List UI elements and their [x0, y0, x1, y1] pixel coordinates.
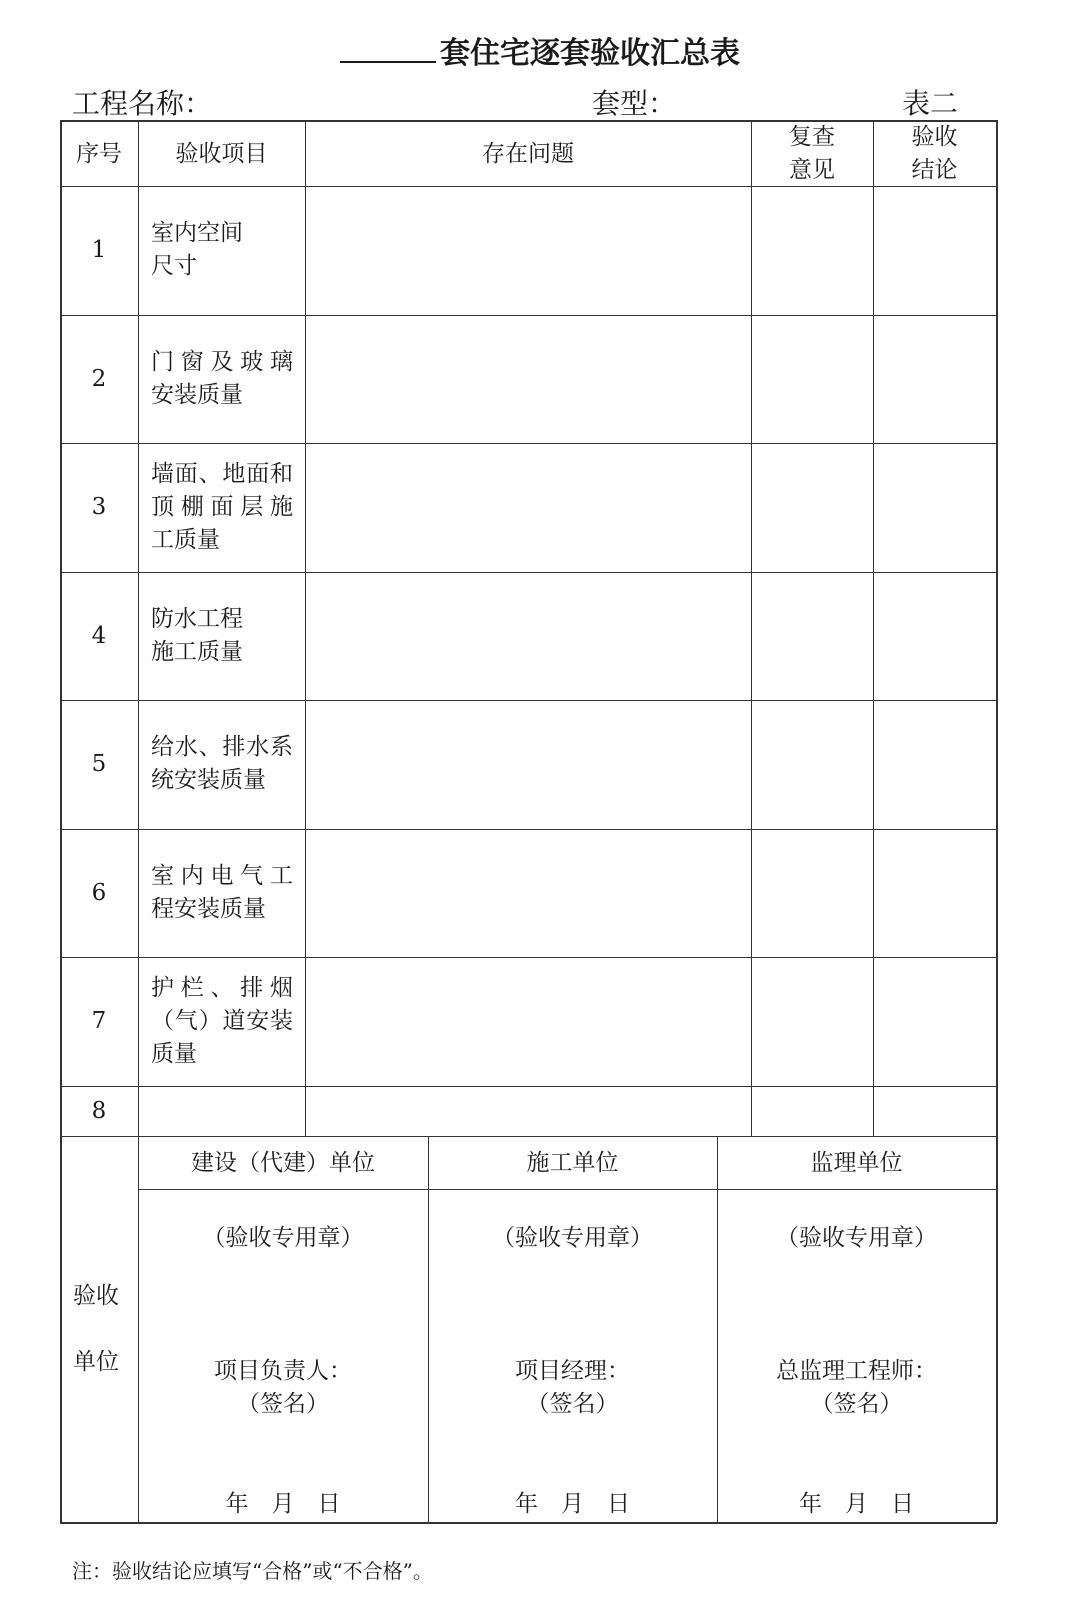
conclusion-cell[interactable] — [875, 317, 994, 442]
row-number: 7 — [91, 1008, 107, 1035]
review-cell[interactable] — [753, 1088, 871, 1135]
row-item-line: 室内电气工 — [151, 862, 293, 889]
header-review-1: 复查 — [789, 124, 835, 150]
table-border-left — [60, 120, 62, 1522]
issue-cell[interactable] — [307, 702, 749, 827]
acceptance-label-2: 单位 — [73, 1349, 119, 1375]
column-line — [428, 1136, 429, 1522]
project-name-label: 工程名称： — [72, 87, 213, 120]
seal-label: （验收专用章） — [202, 1225, 364, 1251]
seal-label: （验收专用章） — [492, 1225, 653, 1251]
unit-name: 建设（代建）单位 — [191, 1150, 375, 1176]
column-line — [873, 120, 874, 1136]
review-cell[interactable] — [753, 188, 871, 313]
row-item-line: 尺寸 — [151, 253, 197, 280]
review-cell[interactable] — [753, 574, 871, 699]
row-number: 6 — [91, 879, 107, 906]
row-line — [60, 1136, 996, 1137]
issue-cell[interactable] — [307, 1088, 749, 1135]
conclusion-cell[interactable] — [875, 1088, 994, 1135]
table-border-bottom — [60, 1522, 997, 1524]
row-item-line: （气）道安装 — [151, 1007, 293, 1034]
review-cell[interactable] — [753, 702, 871, 827]
issue-cell[interactable] — [307, 831, 749, 956]
signature-label[interactable]: （签名） — [526, 1391, 619, 1417]
signer-title: 项目经理： — [515, 1358, 630, 1384]
row-item-line: 程安装质量 — [151, 895, 266, 922]
row-item-line: 门窗及玻璃 — [151, 348, 293, 375]
issue-cell[interactable] — [307, 188, 749, 313]
row-item-line: 护栏、排烟 — [151, 974, 293, 1001]
conclusion-cell[interactable] — [875, 831, 994, 956]
row-line — [60, 315, 996, 316]
review-cell[interactable] — [753, 959, 871, 1084]
unit-name: 施工单位 — [526, 1150, 619, 1176]
unit-type-label: 套型： — [592, 87, 677, 120]
conclusion-cell[interactable] — [875, 702, 994, 827]
conclusion-cell[interactable] — [875, 445, 994, 570]
signature-label[interactable]: （签名） — [810, 1391, 903, 1417]
conclusion-cell[interactable] — [875, 574, 994, 699]
row-item-line: 室内空间 — [151, 220, 243, 247]
column-line — [138, 1136, 139, 1522]
seal-label: （验收专用章） — [776, 1225, 937, 1251]
title-text: 套住宅逐套验收汇总表 — [440, 36, 740, 71]
row-number: 4 — [91, 622, 107, 649]
column-line — [717, 1136, 718, 1522]
unit-name: 监理单位 — [810, 1150, 903, 1176]
row-line — [60, 572, 996, 573]
row-number: 8 — [91, 1097, 107, 1124]
header-conclusion-1: 验收 — [911, 124, 958, 150]
row-number: 3 — [91, 494, 107, 521]
row-number: 5 — [91, 751, 107, 778]
row-line — [138, 1189, 996, 1190]
row-item-line: 工质量 — [151, 526, 220, 553]
review-cell[interactable] — [753, 831, 871, 956]
header-item: 验收项目 — [175, 141, 268, 167]
row-item-line: 墙面、地面和 — [151, 460, 293, 487]
signer-title: 项目负责人： — [214, 1358, 352, 1384]
review-cell[interactable] — [753, 445, 871, 570]
table-border-right — [996, 120, 998, 1522]
row-line — [60, 829, 996, 830]
table-number: 表二 — [902, 87, 959, 120]
date-label[interactable]: 年 月 日 — [515, 1491, 630, 1517]
footnote: 注：验收结论应填写“合格”或“不合格”。 — [72, 1559, 433, 1583]
header-no: 序号 — [76, 141, 122, 167]
row-item-line: 顶棚面层施 — [151, 493, 293, 520]
header-conclusion-2: 结论 — [911, 157, 958, 183]
row-item-line: 统安装质量 — [151, 767, 266, 794]
row-line — [60, 1086, 996, 1087]
row-item-line: 质量 — [151, 1040, 197, 1067]
signature-label[interactable]: （签名） — [237, 1391, 329, 1417]
issue-cell[interactable] — [307, 574, 749, 699]
row-item-line: 施工质量 — [151, 638, 243, 665]
row-line — [60, 700, 996, 701]
date-label[interactable]: 年 月 日 — [225, 1491, 341, 1517]
signer-title: 总监理工程师： — [776, 1358, 937, 1384]
header-review-2: 意见 — [789, 157, 835, 183]
row-number: 1 — [91, 237, 107, 264]
column-line — [305, 120, 306, 1136]
column-line — [751, 120, 752, 1136]
acceptance-label-1: 验收 — [73, 1283, 119, 1309]
issue-cell[interactable] — [307, 317, 749, 442]
date-label[interactable]: 年 月 日 — [799, 1491, 914, 1517]
row-line — [60, 957, 996, 958]
conclusion-cell[interactable] — [875, 959, 994, 1084]
conclusion-cell[interactable] — [875, 188, 994, 313]
header-issues: 存在问题 — [482, 141, 574, 167]
issue-cell[interactable] — [307, 959, 749, 1084]
row-item-line: 防水工程 — [151, 605, 243, 632]
row-item-line: 安装质量 — [151, 381, 243, 408]
row-number: 2 — [91, 365, 107, 392]
column-line — [138, 120, 139, 1136]
review-cell[interactable] — [753, 317, 871, 442]
row-item-line: 给水、排水系 — [151, 734, 293, 761]
row-line — [60, 443, 996, 444]
issue-cell[interactable] — [307, 445, 749, 570]
